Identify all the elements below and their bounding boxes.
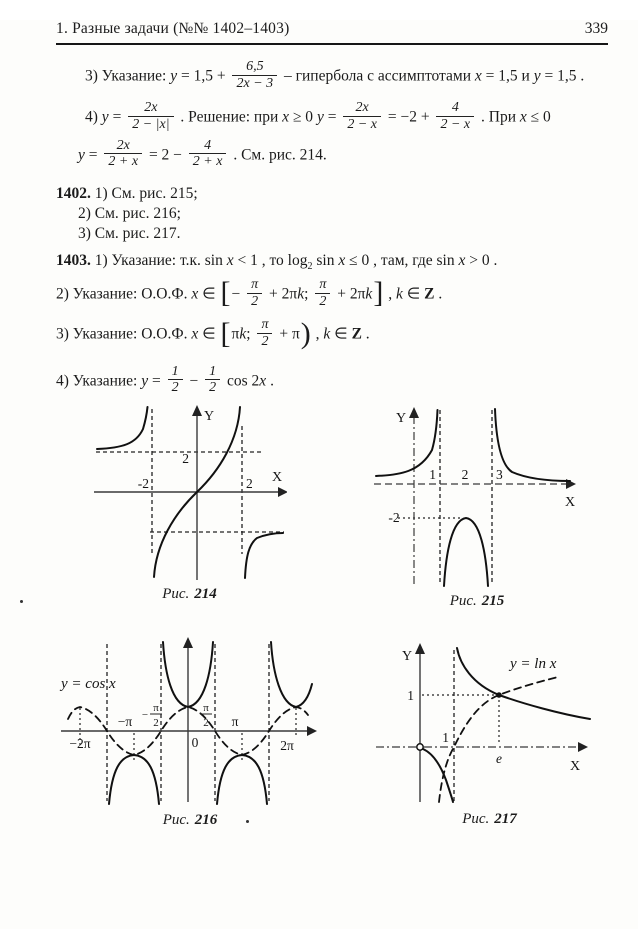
fraction-part: 2x xyxy=(343,100,381,117)
fig216-caption-word: Рис. xyxy=(162,812,190,829)
formula-token: , xyxy=(311,326,324,344)
fig217-curve-left-branch xyxy=(423,749,453,802)
formula-token: [ xyxy=(220,276,231,310)
formula-token: k xyxy=(297,285,305,303)
scanned-book-page xyxy=(0,20,638,929)
fig217-tick-e: e xyxy=(496,751,502,767)
fig215-caption-word: Рис. xyxy=(449,593,477,610)
formula-token: ≥ 0 xyxy=(289,109,317,127)
formula-token: . xyxy=(434,285,443,303)
formula-token: 1402. xyxy=(56,185,91,203)
fraction-part: 2x xyxy=(128,100,173,117)
formula-token: ] xyxy=(373,276,384,310)
formula-token: ; xyxy=(246,326,255,344)
formula-token: ≤ 0 , там, где sin xyxy=(345,252,459,270)
fig217-caption-word: Рис. xyxy=(462,811,490,828)
formula-token xyxy=(315,277,330,309)
formula-token: 4) Указание: xyxy=(56,372,142,390)
page-header xyxy=(56,20,608,45)
formula-token: k xyxy=(365,285,373,303)
formula-token: x xyxy=(191,285,199,303)
fig216-y-arrow xyxy=(183,637,193,648)
fraction-part: π xyxy=(315,277,330,294)
formula-token xyxy=(257,317,272,349)
fig216-caption xyxy=(55,812,325,829)
fig216-secant-right-cap xyxy=(217,755,267,804)
formula-token xyxy=(189,138,227,170)
formula-token: = −2 + xyxy=(384,109,434,127)
formula-token: = xyxy=(108,109,126,127)
item-1402 xyxy=(56,185,614,203)
fig217-x-arrow xyxy=(578,742,588,752)
figure-215 xyxy=(372,404,582,610)
fig214-tick-x-neg2: -2 xyxy=(137,476,149,492)
formula-token: . xyxy=(361,326,370,344)
formula-token: = 1,5 + xyxy=(177,67,230,85)
fig216-cosine-label: y = cos x xyxy=(61,676,116,693)
fraction-part: 2 − x xyxy=(347,117,377,133)
formula-token: ∈ xyxy=(198,326,220,344)
fig215-curve-middle-branch xyxy=(444,518,488,586)
fraction-part: 2 − x xyxy=(440,117,471,133)
fig215-tick-x1: 1 xyxy=(429,467,436,483)
fraction-part: π xyxy=(247,277,262,294)
formula-token: , xyxy=(384,285,396,303)
fig216-tick-pi2-num: π xyxy=(203,702,209,715)
fig215-y-axis-label: Y xyxy=(396,411,407,427)
fig216-x-arrow xyxy=(307,726,317,736)
formula-token xyxy=(436,100,474,132)
fraction-part: 2 xyxy=(319,293,327,309)
formula-token: Z xyxy=(424,285,435,303)
fig215-y-arrow xyxy=(409,407,419,418)
formula-token: + 2π xyxy=(265,285,298,303)
fig216-secant-left-cap xyxy=(109,755,159,804)
fig217-graph xyxy=(372,642,607,807)
formula-token: y xyxy=(170,67,178,85)
formula-token: . При xyxy=(477,109,520,127)
fig217-intersection-point xyxy=(496,692,502,698)
formula-token: y xyxy=(141,372,149,390)
fig216-tick-neg2pi: −2π xyxy=(69,736,91,752)
scan-speck xyxy=(20,600,23,603)
fig216-graph xyxy=(55,636,325,808)
fig217-caption xyxy=(372,811,607,828)
fig214-caption-number: 214 xyxy=(194,586,217,603)
formula-token xyxy=(128,100,173,132)
fig214-caption-word: Рис. xyxy=(162,586,190,603)
formula-token: x xyxy=(474,67,482,85)
formula-token: y xyxy=(533,67,541,85)
fig217-tick-x1: 1 xyxy=(442,730,449,746)
formula-token: x xyxy=(338,252,346,270)
fraction-part: 2 xyxy=(251,293,259,309)
formula-token: . xyxy=(266,372,274,390)
formula-token xyxy=(168,364,183,396)
formula-token: . См. рис. 214. xyxy=(229,146,327,164)
formula-token: + 2π xyxy=(333,285,366,303)
formula-token: x xyxy=(519,109,527,127)
fig216-tick-pi2-den: 2 xyxy=(203,717,209,730)
fig215-curve-right-branch xyxy=(495,409,570,481)
formula-token: – гипербола с ассимптотами xyxy=(280,67,475,85)
fraction-part: 2 + x xyxy=(192,154,223,170)
formula-token xyxy=(232,59,277,91)
formula-token: ; xyxy=(304,285,313,303)
fig215-tick-y-neg2: -2 xyxy=(388,510,400,526)
fig217-ln-label: y = ln x xyxy=(510,656,557,673)
formula-token: > 0 . xyxy=(465,252,498,270)
formula-token: = xyxy=(148,372,165,390)
formula-token: k xyxy=(395,285,403,303)
formula-token: y xyxy=(78,146,85,164)
formula-token: x xyxy=(259,372,267,390)
figures-area xyxy=(0,402,638,872)
fig217-open-point-origin xyxy=(417,744,423,750)
formula-token: = 1,5 . xyxy=(540,67,585,85)
formula-token: y xyxy=(316,109,324,127)
fig215-x-axis-label: X xyxy=(565,495,576,511)
formula-token: ∈ xyxy=(330,326,352,344)
figure-216 xyxy=(55,636,325,829)
fig215-caption-number: 215 xyxy=(481,593,505,610)
fig216-tick-negpi2-minus: − xyxy=(141,709,149,722)
formula-token: − xyxy=(231,285,245,303)
formula-token: 1403. xyxy=(56,252,91,270)
fraction-part: 6,5 xyxy=(232,59,277,76)
formula-token: sin xyxy=(312,252,339,270)
fraction-part: π xyxy=(257,317,272,334)
formula-token: x xyxy=(282,109,290,127)
item-1402-3 xyxy=(78,225,614,243)
formula-token: [ xyxy=(220,316,231,350)
fig214-curve-right-branch xyxy=(245,533,283,578)
formula-token: ∈ xyxy=(198,285,220,303)
sub-part: 2 xyxy=(307,261,313,273)
formula-token: = xyxy=(323,109,341,127)
fraction-part: 4 xyxy=(436,100,474,117)
fraction-part: 2 xyxy=(261,334,269,350)
fig216-tick-pi: π xyxy=(231,714,239,730)
formula-token: − xyxy=(185,372,203,390)
sol-1403-4 xyxy=(56,363,614,398)
sub-part: log xyxy=(287,252,308,270)
page-number: 339 xyxy=(584,20,608,37)
item-1402-2 xyxy=(78,205,614,223)
fig217-y-axis-label: Y xyxy=(402,649,413,665)
fraction-part: 2 xyxy=(209,380,217,396)
fig214-tick-y2: 2 xyxy=(182,451,189,467)
fig217-x-axis-label: X xyxy=(570,759,581,775)
formula-token: ) xyxy=(300,316,311,350)
fig217-y-arrow xyxy=(415,643,425,654)
fig216-secant-right-u xyxy=(271,642,312,707)
formula-token: y xyxy=(101,109,109,127)
fig217-caption-number: 217 xyxy=(494,811,517,828)
formula-token: cos 2 xyxy=(223,372,260,390)
fraction-part: 2 + x xyxy=(108,154,139,170)
formula-token: 2) См. рис. 216; xyxy=(78,205,181,223)
fraction-part: 1 xyxy=(168,364,183,381)
fig216-caption-number: 216 xyxy=(194,812,218,829)
sol-1401-4a xyxy=(85,102,614,134)
fig217-tick-y1: 1 xyxy=(407,688,414,704)
formula-token: = 1,5 и xyxy=(481,67,534,85)
formula-token xyxy=(205,364,220,396)
formula-token xyxy=(104,138,142,170)
fig215-tick-x2: 2 xyxy=(461,467,469,483)
fraction-part: 2x xyxy=(104,138,142,155)
formula-token: k xyxy=(239,326,247,344)
sol-1403-2 xyxy=(56,276,614,311)
fraction-part: 2 − |x| xyxy=(132,117,170,133)
formula-token: = xyxy=(84,146,102,164)
formula-token xyxy=(343,100,381,132)
fraction-part: 2x − 3 xyxy=(236,75,274,91)
formula-token: π xyxy=(231,326,240,344)
fig216-tick-negpi2-num: π xyxy=(153,702,159,715)
formula-token: . Решение: при xyxy=(176,109,283,127)
formula-token: Z xyxy=(351,326,362,344)
formula-token: ≤ 0 xyxy=(526,109,551,127)
formula-token: ∈ xyxy=(402,285,425,303)
fig215-graph xyxy=(372,404,582,589)
formula-token: 3) См. рис. 217. xyxy=(78,225,181,243)
header-title: 1. Разные задачи (№№ 1402–1403) xyxy=(56,20,290,37)
fraction-part: 4 xyxy=(189,138,227,155)
fig214-curve-left-branch xyxy=(97,407,148,449)
fig216-tick-2pi: 2π xyxy=(280,738,294,754)
fig215-tick-x3: 3 xyxy=(496,467,503,483)
formula-token: + π xyxy=(275,326,300,344)
fig216-tick-negpi: −π xyxy=(117,714,133,730)
formula-token: 2) Указание: О.О.Ф. xyxy=(56,285,192,303)
formula-token: < 1 , то xyxy=(233,252,288,270)
text-block xyxy=(56,61,614,398)
formula-token: x xyxy=(226,252,234,270)
fig214-x-arrow xyxy=(278,487,287,497)
formula-token: k xyxy=(323,326,331,344)
fraction-part: 2 xyxy=(171,380,179,396)
formula-token xyxy=(247,277,262,309)
sol-1401-4b xyxy=(78,137,614,172)
fig214-x-axis-label: X xyxy=(272,470,283,486)
fig215-caption xyxy=(372,593,582,610)
fig214-caption xyxy=(92,586,287,603)
sol-1401-3 xyxy=(85,61,614,93)
formula-token: x xyxy=(458,252,466,270)
figure-217 xyxy=(372,642,607,828)
formula-token: 3) Указание: О.О.Ф. xyxy=(56,326,192,344)
fraction-part: 1 xyxy=(205,364,220,381)
fig214-graph xyxy=(92,404,287,582)
fig216-tick-negpi2-den: 2 xyxy=(153,717,159,730)
formula-token xyxy=(287,252,313,273)
fig214-y-arrow xyxy=(192,405,202,416)
formula-token: 1) См. рис. 215; xyxy=(90,185,198,203)
sol-1403-3 xyxy=(56,316,614,351)
figure-214 xyxy=(92,404,287,603)
formula-token: 4) xyxy=(85,109,102,127)
fig214-y-axis-label: Y xyxy=(204,409,215,425)
fig214-tick-x2: 2 xyxy=(246,476,253,492)
formula-token: 1) Указание: т.к. sin xyxy=(90,252,227,270)
fig216-tick-zero: 0 xyxy=(191,735,199,751)
formula-token: 3) Указание: xyxy=(85,67,171,85)
item-1403 xyxy=(56,252,614,272)
formula-token: = 2 − xyxy=(145,146,186,164)
formula-token: x xyxy=(191,326,199,344)
